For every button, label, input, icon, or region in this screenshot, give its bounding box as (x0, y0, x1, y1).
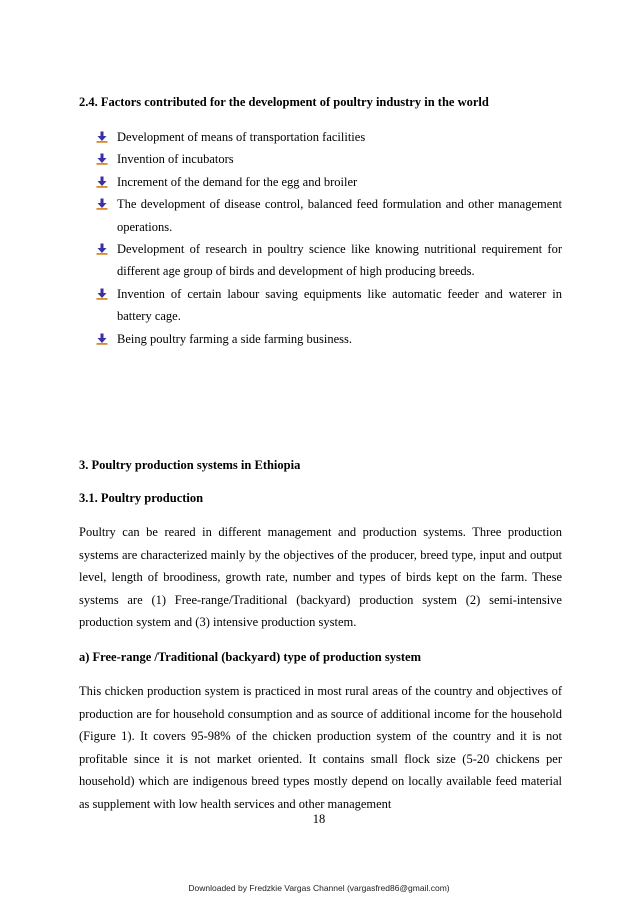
section-2-4-heading: 2.4. Factors contributed for the development of poultry industry in the world (79, 95, 489, 109)
bullet-item (96, 193, 562, 238)
bullet-item (96, 148, 562, 170)
bullet-text: Development of means of transportation facilities (117, 130, 366, 144)
bullet-item (96, 126, 562, 148)
arrow-down-bullet-icon (96, 153, 108, 165)
arrow-down-bullet-icon (96, 243, 108, 255)
bullet-text: Increment of the demand for the egg and broiler (117, 174, 358, 189)
factors-bullet-list (96, 126, 562, 350)
section-a-heading: a) Free-range /Traditional (backyard) type of production system (79, 650, 421, 664)
bullet-text: The development of disease control, balanced feed formulation and other management operations. (117, 197, 562, 234)
bullet-text: Development of research in poultry science like knowing nutritional requirement for different age group of birds and development of high producing breeds. (117, 242, 562, 279)
bullet-item (96, 283, 562, 328)
bullet-item (96, 238, 562, 283)
section-3-1-paragraph: Poultry can be reared in different management and production systems. Three production systems are characterized mainly by the objectives of the producer, breed type, input and output level, length of broodiness, growth rate, number and types of birds kept on the farm. These systems are (1) Free-range/Traditional (backyard) production system (2) semi-intensive production system and (3) intensive production system. (79, 525, 562, 629)
arrow-down-bullet-icon (96, 288, 108, 300)
section-a-paragraph: This chicken production system is practiced in most rural areas of the country and objectives of production are for household consumption and as source of additional income for the household (Figure 1). It covers 95-98% of the chicken production system of the country and it is not profitable since it is not market oriented. It contains small flock size (5-20 chickens per household) which are indigenous breed types mostly depend on locally available feed material as supplement with low health services and other management (79, 684, 562, 811)
arrow-down-bullet-icon (96, 131, 108, 143)
bullet-item (96, 171, 562, 193)
arrow-down-bullet-icon (96, 198, 108, 210)
page-number: 18 (312, 812, 326, 826)
section-3-1-heading: 3.1. Poultry production (79, 491, 204, 505)
arrow-down-bullet-icon (96, 333, 108, 345)
download-footer: Downloaded by Fredzkie Vargas Channel (vargasfred86@gmail.com) (188, 883, 450, 893)
bullet-text: Being poultry farming a side farming business. (117, 331, 353, 346)
bullet-text: Invention of certain labour saving equipments like automatic feeder and waterer in battery cage. (117, 286, 562, 324)
bullet-text: Invention of incubators (117, 152, 234, 167)
bullet-item (96, 328, 562, 350)
arrow-down-bullet-icon (96, 176, 108, 188)
section-3-heading: 3. Poultry production systems in Ethiopia (79, 458, 301, 472)
